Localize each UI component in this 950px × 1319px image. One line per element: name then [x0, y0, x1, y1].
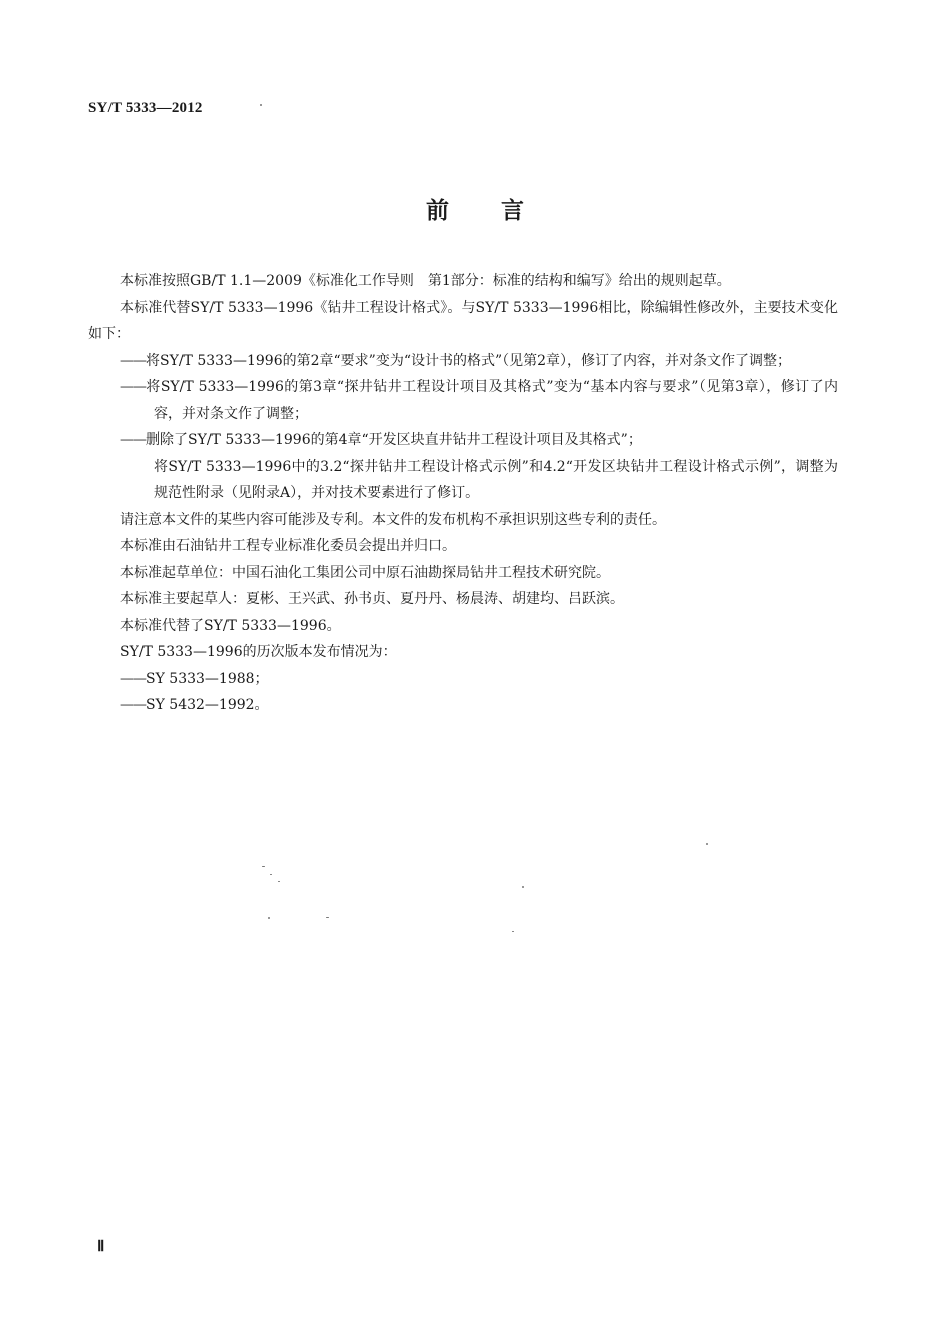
scan-speck	[260, 104, 262, 106]
dash-mark: ——	[120, 670, 146, 687]
history-item	[88, 692, 838, 719]
change-text: 删除了SY/T 5333—1996的第4章“开发区块直井钻井工程设计项目及其格式”；	[146, 432, 642, 448]
paragraph-history-intro: SY/T 5333—1996的历次版本发布情况为：	[120, 644, 397, 660]
history-item	[88, 666, 838, 693]
page-title: 前言	[426, 198, 576, 224]
paragraph-proposed-by: 本标准由石油钻井工程专业标准化委员会提出并归口。	[120, 538, 456, 554]
scan-speck	[522, 886, 524, 888]
change-item	[88, 454, 838, 507]
dash-mark: ——	[120, 697, 146, 713]
scan-speck	[278, 881, 280, 882]
change-text: 将SY/T 5333—1996的第3章“探井钻井工程设计项目及其格式”变为“基本内容与要求”（见第3章），修订了内容，并对条文作了调整；	[146, 379, 838, 422]
change-item	[88, 427, 838, 454]
dash-mark: ——	[120, 379, 146, 395]
scan-speck	[270, 874, 272, 875]
paragraph-patent-notice: 请注意本文件的某些内容可能涉及专利。本文件的发布机构不承担识别这些专利的责任。	[120, 511, 666, 528]
paragraph-drafters: 本标准主要起草人：夏彬、王兴武、孙书贞、夏丹丹、杨晨涛、胡建均、吕跃滨。	[120, 591, 624, 607]
change-text: 将SY/T 5333—1996中的3.2“探井钻井工程设计格式示例”和4.2“开发区块钻井工程设计格式示例”，调整为规范性附录（见附录A），并对技术要素进行了修订。	[154, 458, 838, 501]
change-item	[88, 348, 838, 375]
scan-speck	[326, 917, 329, 918]
scan-speck	[512, 931, 514, 932]
change-text: 将SY/T 5333—1996的第2章“要求”变为“设计书的格式”（见第2章），修订了内容，并对条文作了调整；	[146, 352, 792, 369]
dash-mark: ——	[120, 432, 146, 448]
paragraph-drafting-unit: 本标准起草单位：中国石油化工集团公司中原石油勘探局钻井工程技术研究院。	[120, 564, 610, 581]
change-item	[88, 374, 838, 427]
dash-mark: ——	[120, 352, 146, 369]
scan-speck	[268, 917, 270, 919]
page-number: Ⅱ	[97, 1239, 105, 1255]
history-text: SY 5333—1988；	[146, 670, 269, 687]
scan-speck	[706, 843, 708, 845]
paragraph-supersedes: 本标准代替了SY/T 5333—1996。	[120, 617, 341, 634]
standard-code-header: SY/T 5333—2012	[88, 100, 203, 116]
foreword-body	[88, 268, 838, 719]
paragraph-drafting-rules: 本标准按照GB/T 1.1—2009《标准化工作导则 第1部分：标准的结构和编写》给出的规则起草。	[120, 273, 731, 289]
scan-speck	[262, 866, 265, 867]
paragraph-replaces: 本标准代替SY/T 5333—1996《钻井工程设计格式》。与SY/T 5333—1996相比，除编辑性修改外，主要技术变化如下：	[88, 299, 838, 342]
history-text: SY 5432—1992。	[146, 697, 269, 713]
